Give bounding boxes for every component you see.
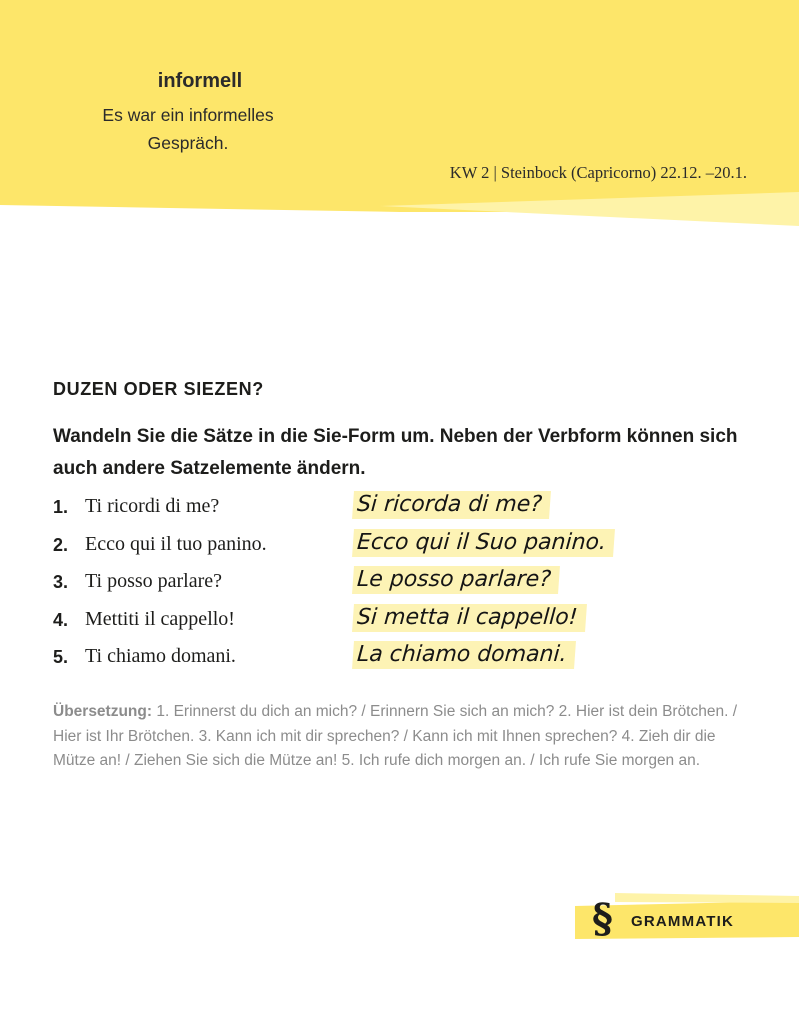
item-answer: Ecco qui il Suo panino. <box>352 529 615 557</box>
item-prompt: Ti posso parlare? <box>85 570 223 592</box>
item-prompt: Ti chiamo domani. <box>85 645 236 667</box>
translation-label: Übersetzung: <box>53 703 153 720</box>
exercise-item <box>53 604 753 642</box>
exercise-item <box>53 529 753 567</box>
example-sentence: Es war ein informelles Gespräch. <box>102 105 274 153</box>
exercise-list <box>53 491 753 679</box>
translation-note <box>53 700 753 774</box>
item-number: 4. <box>53 609 69 630</box>
vocabulary-word: informell <box>157 70 243 92</box>
exercise-item <box>53 491 753 529</box>
paragraph-icon: § <box>592 895 613 942</box>
grammar-badge <box>575 893 799 943</box>
grammar-label: GRAMMATIK <box>631 913 735 930</box>
exercise-instruction: Wandeln Sie die Sätze in die Sie-Form um. Neben der Verbform können sich auch andere Satzelemente ändern. <box>53 426 738 479</box>
translation-text: 1. Erinnerst du dich an mich? / Erinnern Sie sich an mich? 2. Hier ist dein Brötchen. / Hier ist Ihr Brötchen. 3. Kann ich mit dir sprechen? / Kann ich mit Ihnen sprechen? 4. Zieh dir die Mütze an! / Ziehen Sie sich die Mütze an! 5. Ich rufe dich morgen an. / Ich rufe Sie morgen an. <box>53 703 738 769</box>
item-answer: La chiamo domani. <box>352 641 576 669</box>
header-band <box>0 0 799 235</box>
item-prompt: Ti ricordi di me? <box>85 495 220 517</box>
item-answer: Si ricorda di me? <box>352 491 551 519</box>
item-prompt: Ecco qui il tuo panino. <box>85 532 267 555</box>
section-heading: DUZEN ODER SIEZEN? <box>53 379 264 399</box>
item-answer: Si metta il cappello! <box>352 604 586 632</box>
item-number: 1. <box>53 497 69 517</box>
exercise-item <box>53 641 753 679</box>
item-answer: Le posso parlare? <box>352 566 560 594</box>
item-prompt: Mettiti il cappello! <box>85 607 235 630</box>
item-number: 5. <box>53 647 69 667</box>
calendar-week-label: KW 2 | Steinbock (Capricorno) 22.12. –20.1. <box>449 163 747 182</box>
exercise-item <box>53 566 753 604</box>
item-number: 3. <box>53 572 69 592</box>
item-number: 2. <box>53 534 69 555</box>
